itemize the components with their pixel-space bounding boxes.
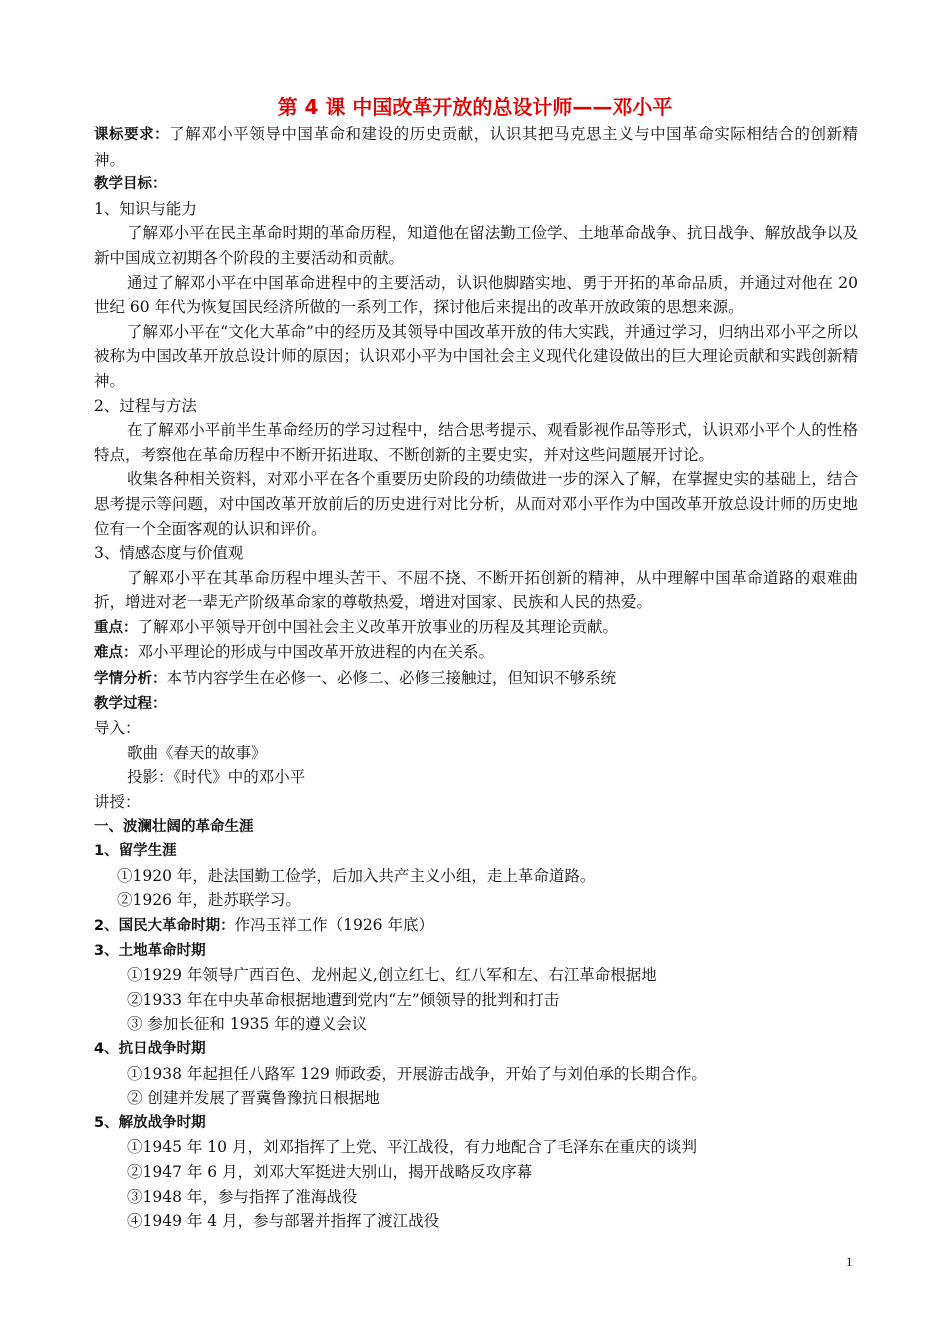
- section-line: [94, 913, 858, 939]
- list-item: ④1949 年 4 月，参与部署并指挥了渡江战役: [127, 1212, 440, 1231]
- objectives-label: 教学目标：: [94, 176, 167, 193]
- intro-song: 歌曲《春天的故事》: [127, 743, 267, 762]
- list-item: ③ 参加长征和 1935 年的遵义会议: [127, 1015, 368, 1034]
- difficulty: [94, 640, 858, 666]
- list-item: ①1945 年 10 月，刘邓指挥了上党、平江战役，有力地配合了毛泽东在重庆的谈判: [127, 1138, 697, 1157]
- objective-heading-2: 2、过程与方法: [94, 396, 197, 415]
- list-item: ①1929 年领导广西百色、龙州起义,创立红七、红八军和左、右江革命根据地: [127, 966, 657, 985]
- section-heading: 5、解放战争时期: [94, 1114, 206, 1131]
- objective-heading-1: 1、知识与能力: [94, 199, 197, 218]
- intro-projection: 投影：《时代》中的邓小平: [127, 768, 306, 787]
- list-item: ②1947 年 6 月，刘邓大军挺进大别山，揭开战略反攻序幕: [127, 1162, 533, 1181]
- section-text: 作冯玉祥工作（1926 年底）: [234, 916, 434, 934]
- key-point-text: 了解邓小平领导开创中国社会主义改革开放事业的历程及其理论贡献。: [137, 617, 619, 636]
- document-body: [94, 122, 858, 1234]
- curriculum-label: 课标要求：: [94, 127, 170, 143]
- learner-analysis: [94, 666, 858, 692]
- learner-analysis-label: 学情分析：: [94, 671, 167, 688]
- section-heading: 2、国民大革命时期：: [94, 918, 235, 934]
- paragraph: 在了解邓小平前半生革命经历的学习过程中，结合思考提示、观看影视作品等形式，认识邓小平个人的性格特点，考察他在革命历程中不断开拓进取、不断创新的主要史实，并对这些问题展开讨论。: [94, 421, 858, 464]
- list-item: ①1938 年起担任八路军 129 师政委，开展游击战争，开始了与刘伯承的长期合作。: [127, 1064, 707, 1083]
- intro-label: 导入：: [94, 719, 141, 738]
- section-heading: 4、抗日战争时期: [94, 1040, 206, 1057]
- page-title: 第 4 课 中国改革开放的总设计师——邓小平: [277, 95, 673, 119]
- section-heading: 3、土地革命时期: [94, 942, 206, 959]
- difficulty-text: 邓小平理论的形成与中国改革开放进程的内在关系。: [137, 643, 495, 662]
- paragraph: 通过了解邓小平在中国革命进程中的主要活动，认识他脚踏实地、勇于开拓的革命品质，并通过对他在 20 世纪 60 年代为恢复国民经济所做的一系列工作，探讨他后来提出的改革开放政策的思想来源。: [94, 273, 858, 317]
- paragraph: 了解邓小平在民主革命时期的革命历程，知道他在留法勤工俭学、土地革命战争、抗日战争、解放战争以及新中国成立初期各个阶段的主要活动和贡献。: [94, 224, 858, 267]
- list-item: ② 创建并发展了晋冀鲁豫抗日根据地: [127, 1089, 380, 1108]
- difficulty-label: 难点：: [94, 645, 138, 662]
- list-item: ②1926 年，赴苏联学习。: [117, 891, 301, 910]
- curriculum-requirement: [94, 122, 858, 172]
- objective-heading-3: 3、情感态度与价值观: [94, 544, 244, 563]
- list-item: ①1920 年，赴法国勤工俭学，后加入共产主义小组，走上革命道路。: [117, 866, 596, 885]
- key-point: [94, 615, 858, 641]
- list-item: ②1933 年在中央革命根据地遭到党内“左”倾领导的批判和打击: [127, 990, 560, 1009]
- key-point-label: 重点：: [94, 619, 138, 636]
- part-heading: 一、波澜壮阔的革命生涯: [94, 818, 254, 835]
- page-number: 1: [846, 1254, 853, 1269]
- lecture-label: 讲授：: [94, 793, 141, 812]
- paragraph: 了解邓小平在其革命历程中埋头苦干、不屈不挠、不断开拓创新的精神，从中理解中国革命道路的艰难曲折，增进对老一辈无产阶级革命家的尊敬热爱，增进对国家、民族和人民的热爱。: [94, 568, 858, 612]
- learner-analysis-text: 本节内容学生在必修一、必修二、必修三接触过，但知识不够系统: [166, 669, 617, 688]
- section-heading: 1、留学生涯: [94, 843, 177, 860]
- paragraph: 收集各种相关资料，对邓小平在各个重要历史阶段的功绩做进一步的深入了解，在掌握史实的基础上，结合思考提示等问题，对中国改革开放前后的历史进行对比分析，从而对邓小平作为中国改革开放总设计师的历史地位有一个全面客观的认识和评价。: [94, 470, 858, 538]
- list-item: ③1948 年，参与指挥了淮海战役: [127, 1187, 358, 1206]
- curriculum-text: 了解邓小平领导中国革命和建设的历史贡献，认识其把马克思主义与中国革命实际相结合的创新精神。: [94, 125, 859, 169]
- process-label: 教学过程：: [94, 695, 167, 712]
- paragraph: 了解邓小平在“文化大革命”中的经历及其领导中国改革开放的伟大实践，并通过学习，归纳出邓小平之所以被称为中国改革开放总设计师的原因；认识邓小平为中国社会主义现代化建设做出的巨大理论贡献和实践创新精神。: [94, 322, 858, 390]
